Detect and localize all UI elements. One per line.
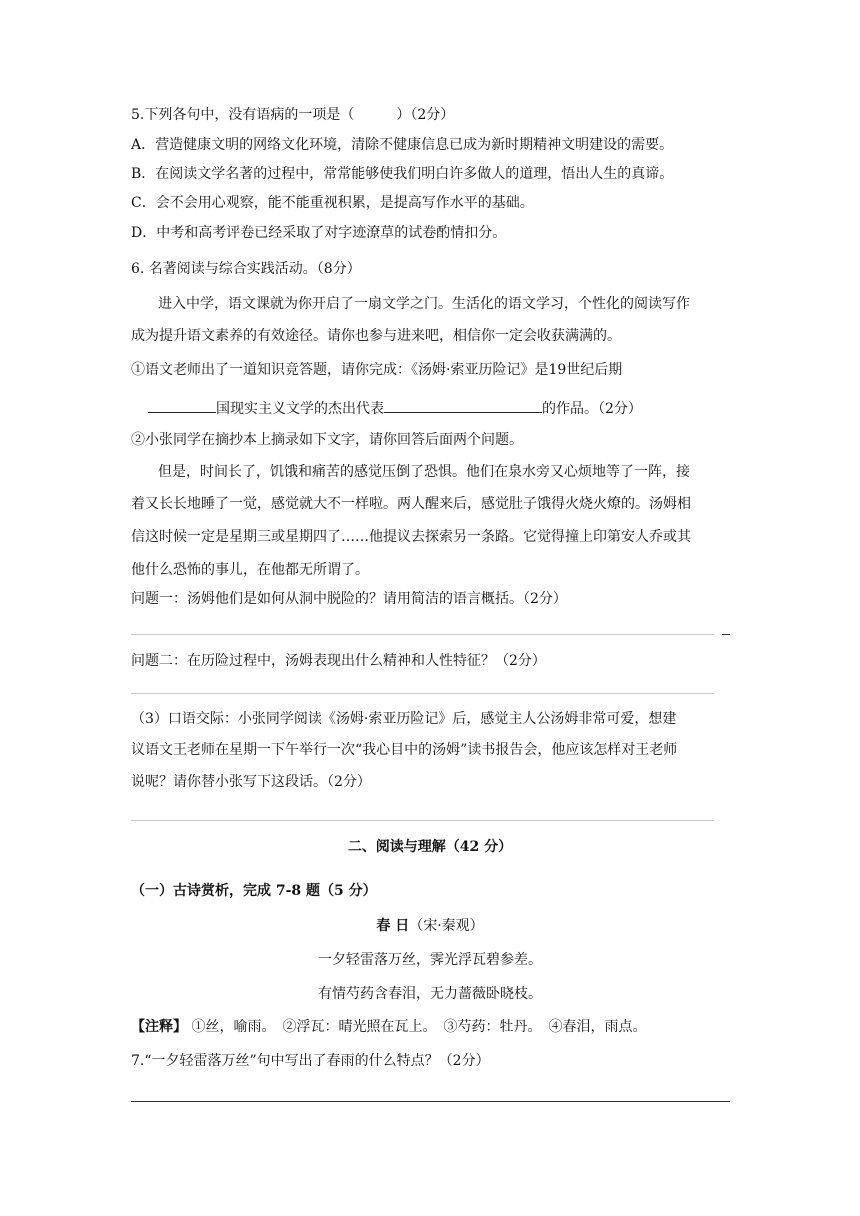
question-1: 问题一：汤姆他们是如何从洞中脱险的？请用简洁的语言概括。（2分） xyxy=(131,591,567,607)
poem-title: 春 日 xyxy=(376,918,410,934)
excerpt-line-3: 信这时候一定是星期三或星期四了……他提议去探索另一条路。它觉得撞上印第安人乔或其 xyxy=(131,529,691,545)
excerpt-line-2: 着又长长地睡了一觉，感觉就大不一样啦。两人醒来后，感觉肚子饿得火烧火燎的。汤姆相 xyxy=(131,496,691,512)
poem-header xyxy=(0,916,860,936)
q5-option-d: D．中考和高考评卷已经采取了对字迹潦草的试卷酌情扣分。 xyxy=(131,225,507,241)
answer-line-question-2[interactable] xyxy=(131,693,714,694)
answer-blank-country[interactable] xyxy=(148,396,216,413)
q5-option-a: A．营造健康文明的网络文化环境，清除不健康信息已成为新时期精神文明建设的需要。 xyxy=(131,137,674,153)
answer-line-dash xyxy=(722,634,730,635)
excerpt-line-1: 但是，时间长了，饥饿和痛苦的感觉压倒了恐惧。他们在泉水旁又心烦地等了一阵，接 xyxy=(158,464,690,480)
q5-option-c: C．会不会用心观察，能不能重视积累，是提高写作水平的基础。 xyxy=(131,195,534,211)
answer-line-question-7[interactable] xyxy=(131,1101,730,1102)
section-2-part-1-heading: （一）古诗赏析，完成 7-8 题（5 分） xyxy=(131,883,377,899)
section-2-heading: 二、阅读与理解（42 分） xyxy=(347,839,513,855)
poem-line-2: 有情芍药含春泪，无力蔷薇卧晓枝。 xyxy=(318,986,542,1002)
notes-label: 【注释】 xyxy=(131,1019,187,1035)
answer-line-sub3[interactable] xyxy=(131,820,714,821)
question-2: 问题二：在历险过程中，汤姆表现出什么精神和人性特征？（2分） xyxy=(131,653,546,669)
q6-sub2: ②小张同学在摘抄本上摘录如下文字，请你回答后面两个问题。 xyxy=(131,432,523,448)
q6-intro-line-2: 成为提升语文素养的有效途径。请你也参与进来吧，相信你一定会收获满满的。 xyxy=(131,328,621,344)
notes-text: ①丝，喻雨。 ②浮瓦：晴光照在瓦上。 ③芍药：牡丹。 ④春泪，雨点。 xyxy=(191,1019,647,1035)
q6-sub3-line-2: 议语文王老师在星期一下午举行一次“我心目中的汤姆”读书报告会，他应该怎样对王老师 xyxy=(131,742,678,758)
excerpt-line-4: 他什么恐怖的事儿，在他都无所谓了。 xyxy=(131,562,369,578)
q6-sub1-text-a: 国现实主义文学的杰出代表 xyxy=(216,401,384,417)
q5-stem: 5.下列各句中，没有语病的一项是（ ）（2分） xyxy=(131,107,455,123)
poem-author: （宋·秦观） xyxy=(409,918,484,934)
answer-blank-author[interactable] xyxy=(384,396,542,413)
q6-sub1-line-1: ①语文老师出了一道知识竞答题，请你完成：《汤姆·索亚历险记》是19世纪后期 xyxy=(131,362,623,378)
q6-sub1-text-b: 的作品。（2分） xyxy=(542,401,642,417)
q6-stem: 6. 名著阅读与综合实践活动。（8分） xyxy=(131,261,361,277)
q6-sub1-line-2 xyxy=(148,396,642,419)
q6-intro-line-1: 进入中学，语文课就为你开启了一扇文学之门。生活化的语文学习，个性化的阅读写作 xyxy=(158,296,690,312)
question-7: 7.“一夕轻雷落万丝”句中写出了春雨的什么特点？（2分） xyxy=(131,1053,490,1069)
poem-notes xyxy=(131,1017,646,1037)
answer-line-question-1[interactable] xyxy=(131,634,714,635)
q5-option-b: B．在阅读文学名著的过程中，常常能够使我们明白许多做人的道理，悟出人生的真谛。 xyxy=(131,166,674,182)
q6-sub3-line-3: 说呢？请你替小张写下这段话。（2分） xyxy=(131,774,371,790)
poem-line-1: 一夕轻雷落万丝，霁光浮瓦碧参差。 xyxy=(318,952,542,968)
q6-sub3-line-1: （3）口语交际：小张同学阅读《汤姆·索亚历险记》后，感觉主人公汤姆非常可爱，想建 xyxy=(131,711,677,727)
